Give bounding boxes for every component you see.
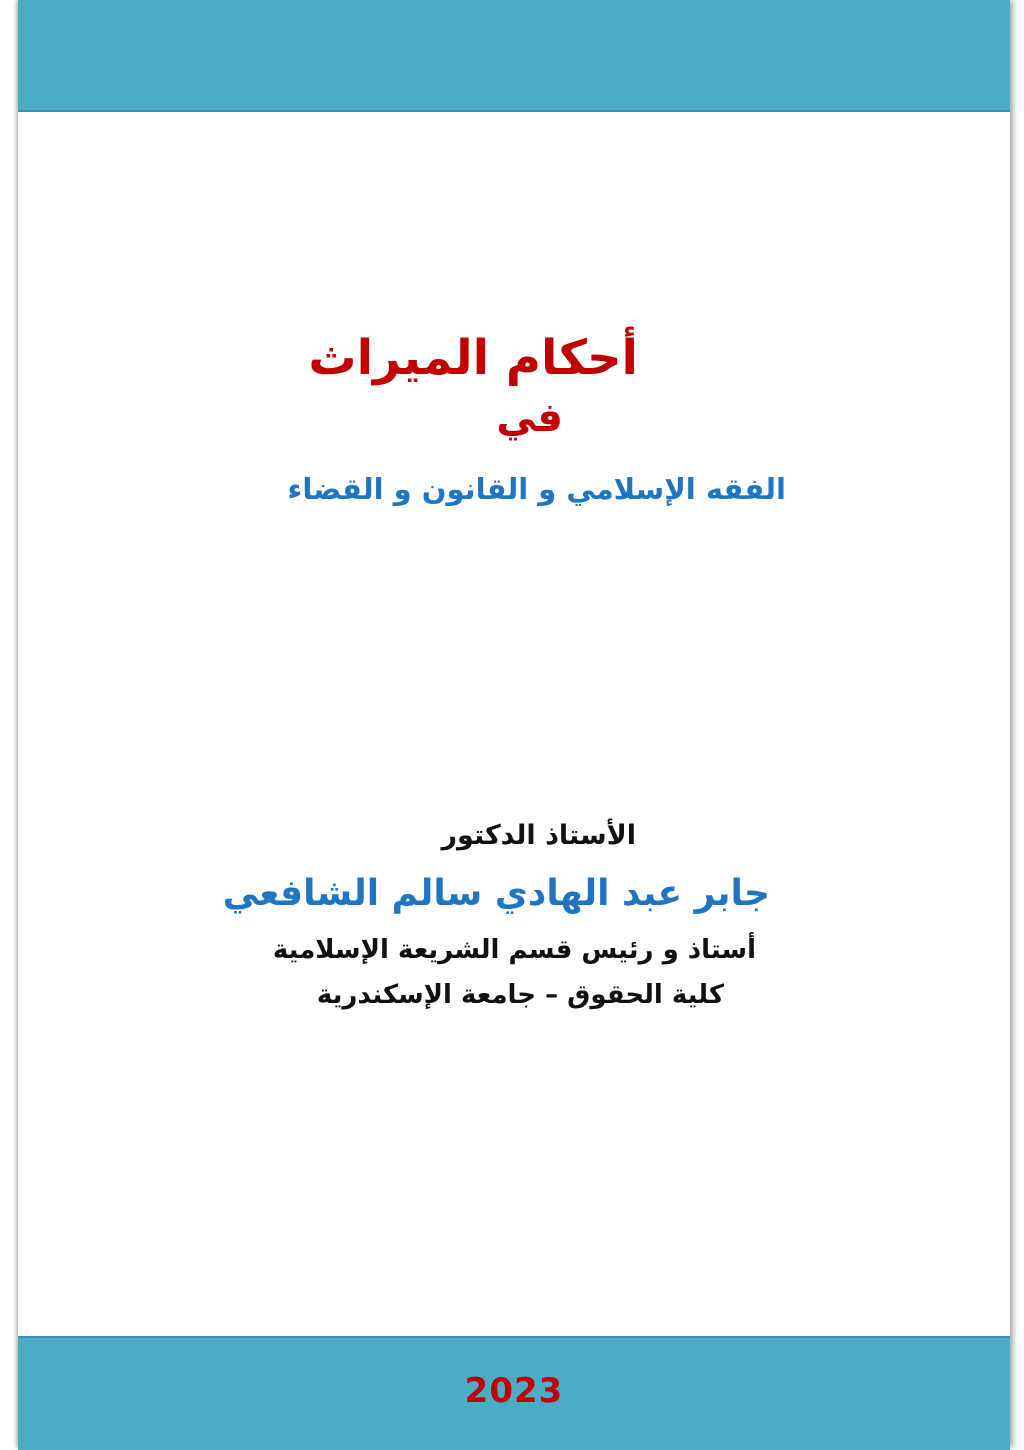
book-title: أحكام الميراث xyxy=(308,330,638,386)
author-affiliation: كلية الحقوق – جامعة الإسكندرية xyxy=(316,980,724,1010)
book-subtitle: الفقه الإسلامي و القانون و القضاء xyxy=(287,472,786,506)
header-band xyxy=(18,0,1010,112)
author-academic-title: الأستاذ الدكتور xyxy=(441,820,636,851)
cover-page xyxy=(18,0,1010,1448)
author-name: جابر عبد الهادي سالم الشافعي xyxy=(222,873,770,914)
book-title-connector: في xyxy=(496,395,563,441)
publication-year: 2023 xyxy=(464,1371,564,1411)
author-position: أستاذ و رئيس قسم الشريعة الإسلامية xyxy=(272,935,756,965)
